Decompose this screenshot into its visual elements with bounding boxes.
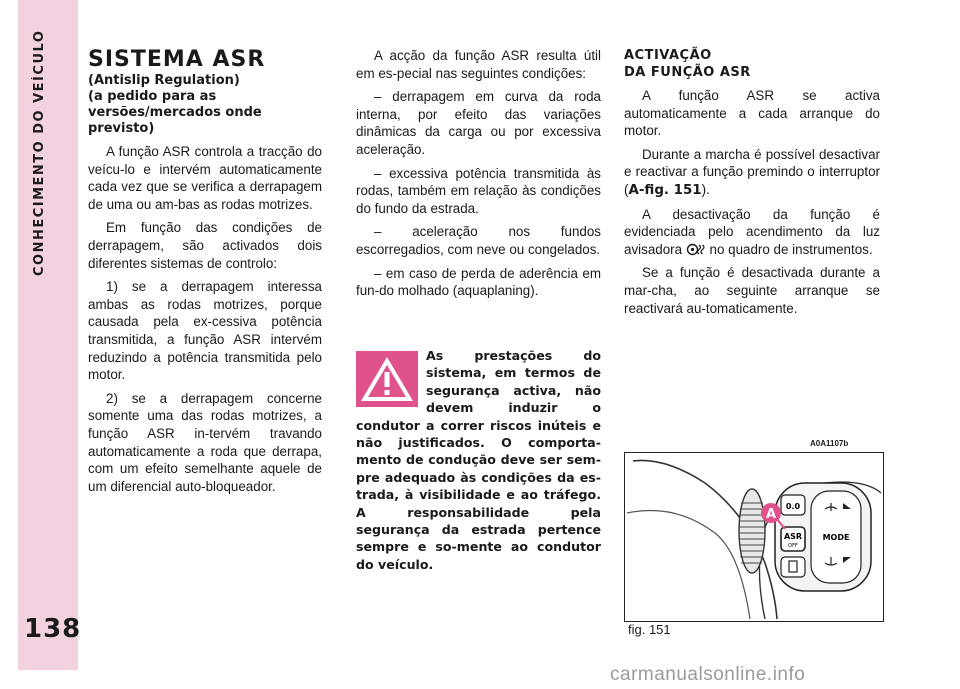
text: A desactivação da função é evidenciada pelo acendimento da luz avisadora — [624, 206, 880, 257]
text: no quadro de instrumentos. — [709, 241, 873, 257]
section-heading: SISTEMA ASR — [88, 47, 266, 72]
paragraph: Se a função é desactivada durante a mar-cha, ao seguinte arranque se reactivará au-tomaticamente. — [624, 265, 880, 316]
paragraph: A acção da função ASR resulta útil em es-pecial nas seguintes condições: — [356, 48, 601, 81]
warning-text: As prestações do sistema, em termos de segurança activa, não devem induzir o condutor a correr riscos inúteis e não justificados. O comporta-mento de condução deve ser sem-pre adequado às condições da es-trada, à visibilidade e ao tráfego. A responsabilidade pela segurança da estrada pertence sempre e so-mente ao condutor do veículo. — [356, 348, 601, 572]
dashboard-switch-illustration — [625, 453, 883, 621]
trip-button-label: 0.0 — [785, 502, 801, 511]
section-title-vertical: CONHECIMENTO DO VEÍCULO — [32, 30, 47, 277]
paragraph — [624, 206, 880, 259]
mode-label: MODE — [822, 533, 850, 542]
activation-heading — [624, 47, 880, 81]
callout-a-label: A — [765, 507, 777, 522]
text: Durante a marcha é possível desactivar e reactivar a função premindo o interruptor ( — [624, 146, 880, 197]
section-subtitle — [88, 73, 322, 137]
subtitle-line: previsto) — [88, 121, 155, 136]
paragraph: – aceleração nos fundos escorregadios, com neve ou congelados. — [356, 224, 601, 257]
paragraph: Em função das condições de derrapagem, são activados dois diferentes sistemas de controlo: — [88, 220, 322, 271]
paragraph: – excessiva potência transmitida às rodas, também em relação às condições do fundo da estrada. — [356, 165, 601, 216]
subtitle-line: versões/mercados onde — [88, 105, 262, 120]
figure-reference: A-fig. 151 — [628, 182, 702, 198]
heading-line: ACTIVAÇÃO — [624, 48, 712, 63]
asr-button-label: ASR — [783, 532, 803, 541]
paragraph: – em caso de perda de aderência em fun-do molhado (aquaplaning). — [356, 265, 601, 299]
asr-off-label: OFF — [788, 543, 798, 549]
paragraph — [624, 146, 880, 200]
column-1 — [88, 47, 322, 501]
paragraph: 1) se a derrapagem interessa ambas as rodas motrizes, porque causada pela ex-cessiva potência transmitida, a função ASR intervém reduzindo a potência transmitida pelo motor. — [88, 279, 322, 383]
column-3 — [624, 47, 880, 323]
paragraph: A função ASR se activa automaticamente a cada arranque do motor. — [624, 88, 880, 139]
warning-box — [356, 347, 601, 573]
subtitle-line: (Antislip Regulation) — [88, 73, 240, 88]
page-number: 138 — [24, 614, 82, 644]
column-2 — [356, 47, 601, 306]
warning-triangle-icon — [356, 351, 418, 407]
paragraph: 2) se a derrapagem concerne somente uma das rodas motrizes, a função ASR in-tervém travando automaticamente a roda que derrapa, com um efeito semelhante aquele de um diferencial auto-bloqueador. — [88, 390, 322, 494]
heading-line: DA FUNÇÃO ASR — [624, 65, 751, 80]
fuel-button[interactable] — [781, 557, 805, 577]
paragraph: – derrapagem em curva da roda interna, por efeito das variações dinâmicas da carga ou por excessiva aceleração. — [356, 89, 601, 157]
watermark: carmanualsonline.info — [610, 664, 806, 685]
paragraph: A função ASR controla a tracção do veícu-lo e intervém automaticamente cada vez que se verifica a derrapagem de uma ou am-bas as rodas motrizes. — [88, 144, 322, 212]
asr-warning-light-icon — [686, 243, 706, 256]
figure-code: A0A1107b — [810, 439, 849, 448]
text: ). — [701, 181, 710, 197]
figure-151 — [624, 452, 884, 622]
subtitle-line: (a pedido para as — [88, 89, 217, 104]
figure-caption: fig. 151 — [628, 622, 671, 637]
